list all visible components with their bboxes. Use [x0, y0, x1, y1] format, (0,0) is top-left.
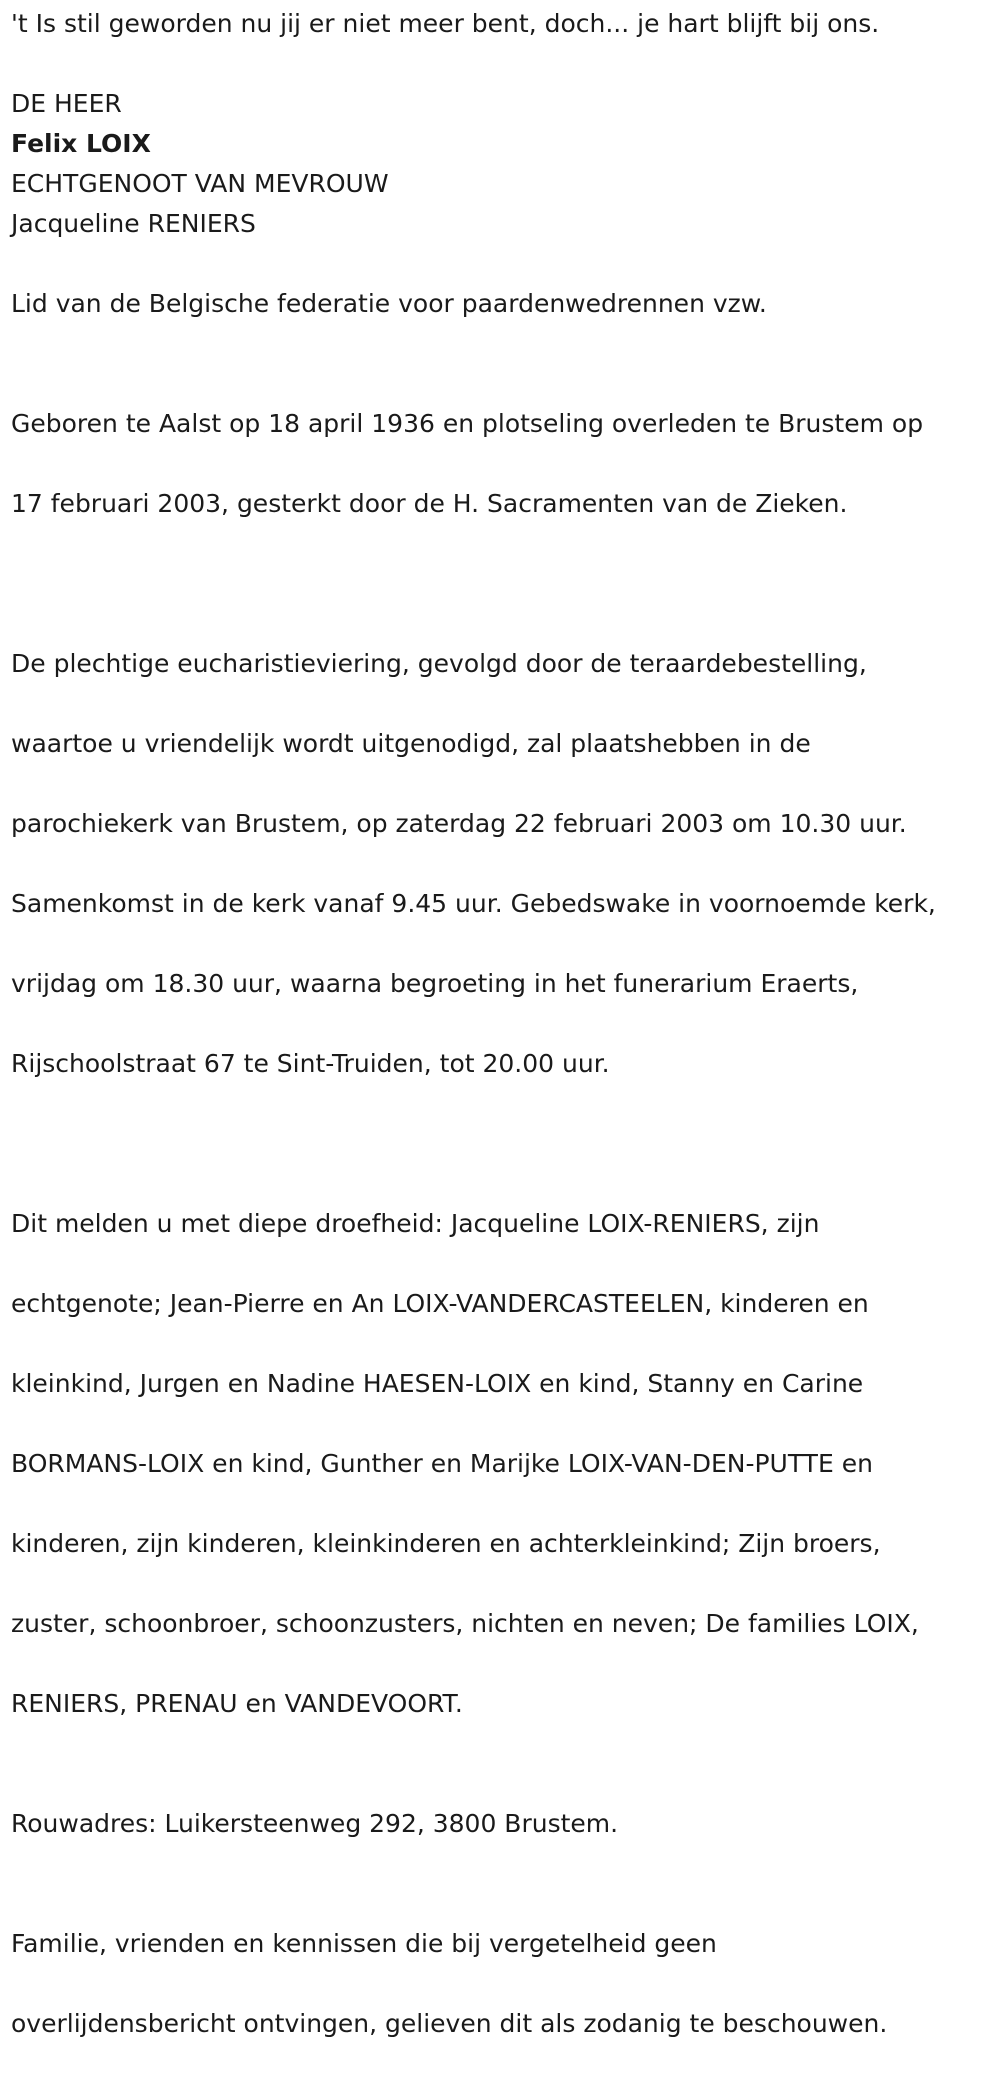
spouse-name: Jacqueline RENIERS: [11, 209, 256, 238]
paragraph-line: echtgenote; Jean-Pierre en An LOIX-VANDERCASTEELEN, kinderen en: [11, 1289, 869, 1318]
paragraph-line: waartoe u vriendelijk wordt uitgenodigd, zal plaatshebben in de: [11, 729, 811, 758]
paragraph-line: overlijdensbericht ontvingen, gelieven dit als zodanig te beschouwen.: [11, 2009, 888, 2038]
spacer: [11, 1844, 991, 1884]
honorific-title: DE HEER: [11, 89, 122, 118]
spacer: [11, 324, 991, 364]
family-paragraph: [11, 1164, 991, 1764]
opening-line: 't Is stil geworden nu jij er niet meer bent, doch... je hart blijft bij ons.: [11, 9, 880, 38]
paragraph-line: vrijdag om 18.30 uur, waarna begroeting in het funerarium Eraerts,: [11, 969, 859, 998]
paragraph-line: zuster, schoonbroer, schoonzusters, nichten en neven; De families LOIX,: [11, 1609, 919, 1638]
birth-death-paragraph: [11, 364, 991, 564]
ceremony-paragraph: [11, 604, 991, 1124]
spacer: [11, 44, 991, 84]
paragraph-line: Geboren te Aalst op 18 april 1936 en plotseling overleden te Brustem op: [11, 409, 924, 438]
paragraph-line: Rijschoolstraat 67 te Sint-Truiden, tot 20.00 uur.: [11, 1049, 610, 1078]
spacer: [11, 1124, 991, 1164]
paragraph-line: kinderen, zijn kinderen, kleinkinderen en achterkleinkind; Zijn broers,: [11, 1529, 881, 1558]
paragraph-line: parochiekerk van Brustem, op zaterdag 22 februari 2003 om 10.30 uur.: [11, 809, 907, 838]
paragraph-line: Samenkomst in de kerk vanaf 9.45 uur. Gebedswake in voornoemde kerk,: [11, 889, 936, 918]
closing-paragraph: [11, 1884, 991, 2084]
paragraph-line: RENIERS, PRENAU en VANDEVOORT.: [11, 1689, 463, 1718]
deceased-name: Felix LOIX: [11, 129, 151, 158]
membership-line: Lid van de Belgische federatie voor paardenwedrennen vzw.: [11, 289, 767, 318]
spacer: [11, 244, 991, 284]
paragraph-line: kleinkind, Jurgen en Nadine HAESEN-LOIX en kind, Stanny en Carine: [11, 1369, 864, 1398]
spacer: [11, 1764, 991, 1804]
paragraph-line: BORMANS-LOIX en kind, Gunther en Marijke LOIX-VAN-DEN-PUTTE en: [11, 1449, 873, 1478]
paragraph-line: Dit melden u met diepe droefheid: Jacqueline LOIX-RENIERS, zijn: [11, 1209, 820, 1238]
paragraph-line: De plechtige eucharistieviering, gevolgd door de teraardebestelling,: [11, 649, 867, 678]
spacer: [11, 564, 991, 604]
spouse-label: ECHTGENOOT VAN MEVROUW: [11, 169, 389, 198]
paragraph-line: Familie, vrienden en kennissen die bij vergetelheid geen: [11, 1929, 717, 1958]
paragraph-line: 17 februari 2003, gesterkt door de H. Sacramenten van de Zieken.: [11, 489, 848, 518]
mourning-address: Rouwadres: Luikersteenweg 292, 3800 Brustem.: [11, 1809, 619, 1838]
obituary-notice: [11, 0, 991, 2084]
